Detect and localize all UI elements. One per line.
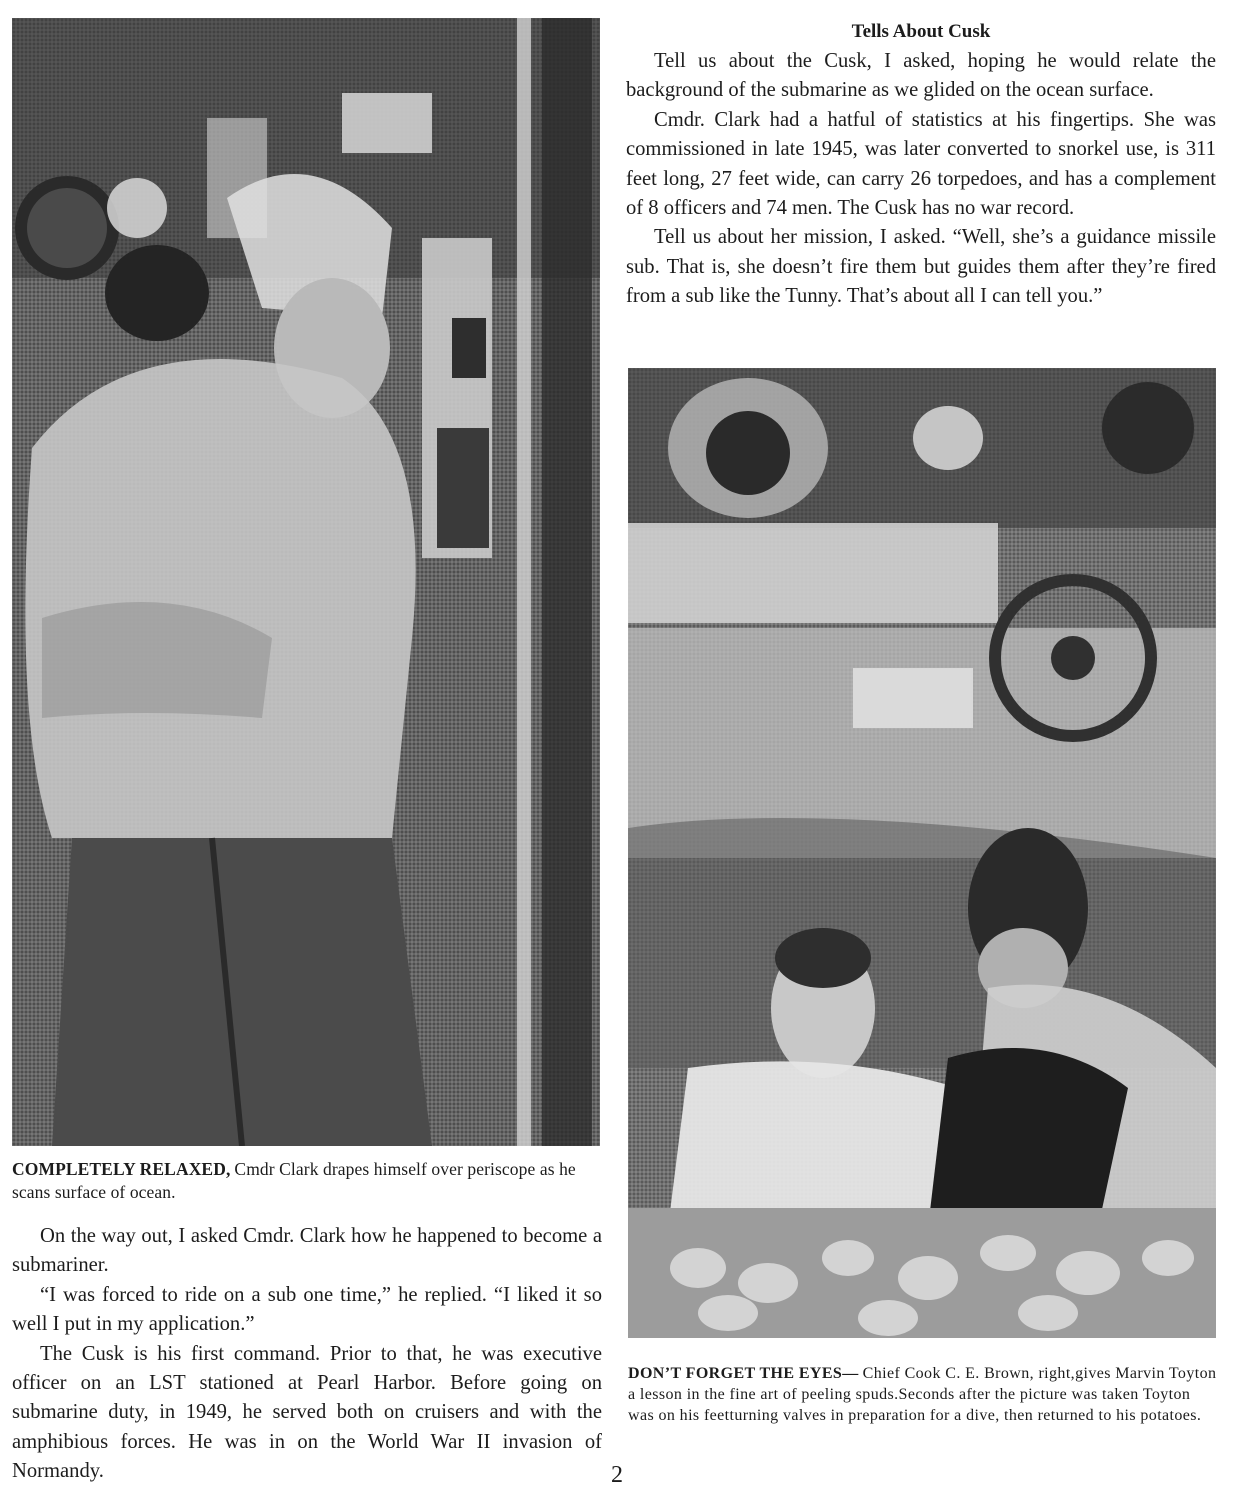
caption-lead: DON’T FORGET THE EYES— (628, 1365, 859, 1382)
galley-photo (628, 368, 1216, 1338)
galley-photo-illustration (628, 368, 1216, 1338)
left-column-text (12, 1222, 602, 1487)
periscope-photo-caption (12, 1158, 602, 1204)
paragraph: “I was forced to ride on a sub one time,” he replied. “I liked it so well I put in my application.” (12, 1283, 602, 1336)
caption-text: Chief Cook C. E. Brown, right,gives Marvin Toyton a lesson in the fine art of peeling spuds.Seconds after the picture was taken Toyton was on his feetturning valves in preparation for a dive, then returned to his potatoes. (628, 1365, 1217, 1424)
paragraph: Tell us about her mission, I asked. “Well, she’s a guidance missile sub. That is, she doesn’t fire them but guides them after they’re fired from a sub like the Tunny. That’s about all I can tell you.” (626, 226, 1216, 308)
right-column-text (626, 47, 1216, 312)
caption-lead: COMPLETELY RELAXED, (12, 1159, 231, 1179)
paragraph: Tell us about the Cusk, I asked, hoping he would relate the background of the submarine as we glided on the ocean surface. (626, 50, 1216, 102)
paragraph: On the way out, I asked Cmdr. Clark how he happened to become a submariner. (12, 1225, 602, 1277)
caption-text: Cmdr Clark drapes himself over periscope as he scans surface of ocean. (12, 1159, 576, 1202)
periscope-photo (12, 18, 600, 1146)
page-number: 2 (611, 1462, 623, 1488)
periscope-photo-illustration (12, 18, 600, 1146)
paragraph: Cmdr. Clark had a hatful of statistics at his fingertips. She was commissioned in late 1945, was later converted to snorkel use, is 311 feet long, 27 feet wide, can carry 26 torpedoes, and has a complement of 8 officers and 74 men. The Cusk has no war record. (626, 108, 1216, 220)
section-heading: Tells About Cusk (851, 21, 991, 42)
paragraph: The Cusk is his first command. Prior to that, he was executive officer on an LST stationed at Pearl Harbor. Before going on submarine duty, in 1949, he served both on cruisers and with the amphibious forces. He was in on the World War II invasion of Normandy. (12, 1342, 602, 1483)
galley-photo-caption (628, 1363, 1220, 1426)
